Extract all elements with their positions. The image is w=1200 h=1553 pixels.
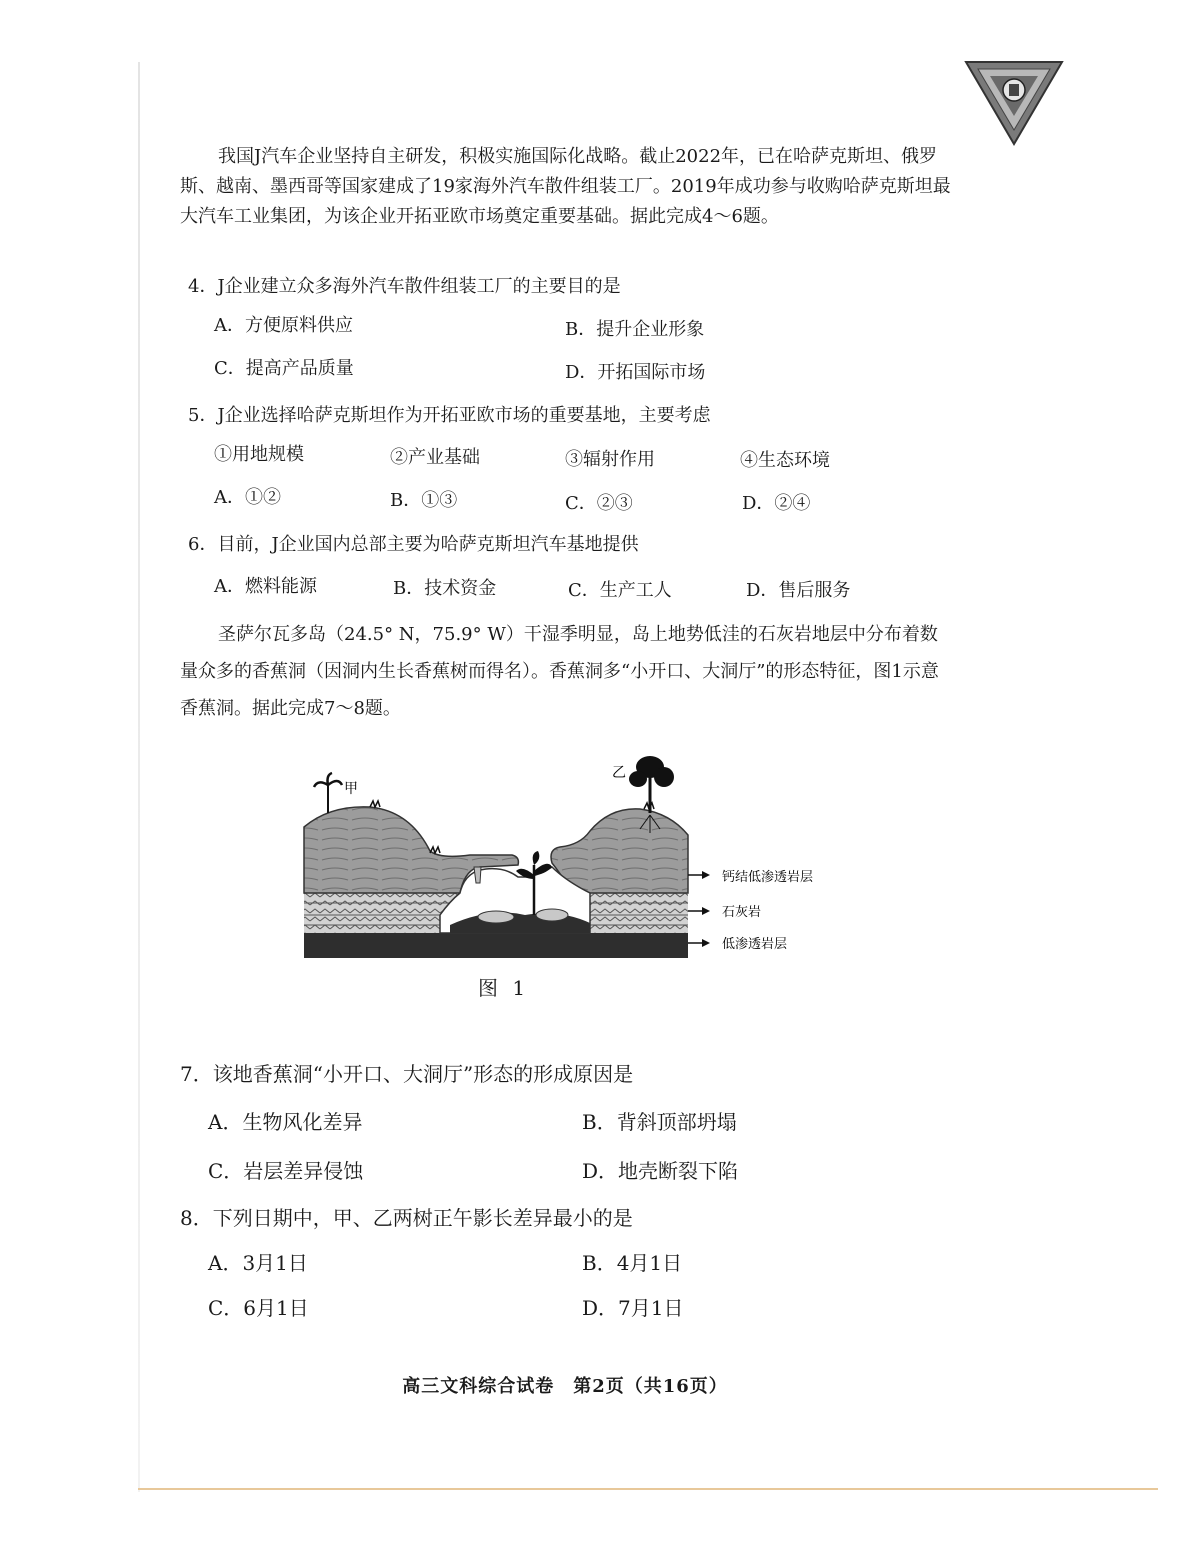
layer-arrow-limestone — [688, 907, 710, 915]
tree-yi-label: 乙 — [612, 765, 626, 781]
question-7-stem: 7．该地香蕉洞“小开口、大洞厅”形态的形成原因是 — [180, 1062, 634, 1086]
q4-option-d: D．开拓国际市场 — [565, 362, 706, 383]
q5-item-4: ④生态环境 — [740, 450, 830, 471]
q8-option-c: C．6月1日 — [208, 1296, 309, 1320]
intro-paragraph-1: 我国J汽车企业坚持自主研发，积极实施国际化战略。截止2022年，已在哈萨克斯坦、俄罗斯、越南、墨西哥等国家建成了19家海外汽车散件组装工厂。2019年成功参与收购哈萨克斯坦最大汽车工业集团，为该企业开拓亚欧市场奠定重要基础。据此完成4～6题。 — [180, 146, 951, 227]
tree-jia-icon — [314, 773, 342, 813]
page-footer: 高三文科综合试卷 第2页（共16页） — [402, 1376, 728, 1397]
corner-badge-icon — [964, 60, 1064, 146]
q6-option-c: C．生产工人 — [568, 580, 672, 601]
q5-option-a: A．①② — [214, 487, 281, 508]
right-calcrete-hill — [551, 809, 688, 893]
tree-jia-label: 甲 — [344, 781, 358, 797]
layer-arrow-calcrete — [688, 871, 710, 879]
question-4-stem: 4．J企业建立众多海外汽车散件组装工厂的主要目的是 — [188, 276, 621, 297]
q4-option-a: A．方便原料供应 — [214, 315, 353, 336]
low-permeability-layer-shape — [304, 933, 688, 958]
figure-caption: 图 1 — [478, 976, 530, 1000]
question-5-stem: 5．J企业选择哈萨克斯坦作为开拓亚欧市场的重要基地，主要考虑 — [188, 405, 711, 426]
q4-option-b: B．提升企业形象 — [565, 319, 705, 340]
q8-option-a: A．3月1日 — [208, 1251, 308, 1275]
q7-option-a: A．生物风化差异 — [208, 1110, 363, 1134]
q7-option-d: D．地壳断裂下陷 — [582, 1159, 739, 1183]
intro-paragraph-2: 圣萨尔瓦多岛（24.5° N，75.9° W）干湿季明显，岛上地势低洼的石灰岩地层中分布着数量众多的香蕉洞（因洞内生长香蕉树而得名）。香蕉洞多“小开口、大洞厅”的形态特征，图1示意香蕉洞。据此完成7～8题。 — [180, 624, 939, 719]
layer-label-limestone: 石灰岩 — [722, 905, 762, 920]
question-8-stem: 8．下列日期中，甲、乙两树正午影长差异最小的是 — [180, 1206, 633, 1230]
q6-option-a: A．燃料能源 — [214, 576, 317, 597]
question-6-stem: 6．目前，J企业国内总部主要为哈萨克斯坦汽车基地提供 — [188, 534, 639, 555]
banana-cave-diagram — [290, 755, 850, 970]
bottom-rule — [138, 1488, 1158, 1490]
layer-label-calcrete: 钙结低渗透岩层 — [722, 870, 814, 885]
q7-option-b: B．背斜顶部坍塌 — [582, 1110, 737, 1134]
q5-item-2: ②产业基础 — [390, 447, 480, 468]
page-edge — [138, 62, 140, 1492]
q8-option-d: D．7月1日 — [582, 1296, 684, 1320]
q7-option-c: C．岩层差异侵蚀 — [208, 1159, 364, 1183]
q4-option-c: C．提高产品质量 — [214, 358, 354, 379]
q5-item-3: ③辐射作用 — [565, 449, 655, 470]
q8-option-b: B．4月1日 — [582, 1251, 683, 1275]
q5-option-d: D．②④ — [742, 493, 811, 514]
q5-option-c: C．②③ — [565, 493, 633, 514]
q6-option-b: B．技术资金 — [393, 578, 497, 599]
layer-arrow-low-permeability — [688, 939, 710, 947]
layer-label-low-permeability: 低渗透岩层 — [722, 937, 788, 952]
q6-option-d: D．售后服务 — [746, 580, 851, 601]
q5-item-1: ①用地规模 — [214, 444, 304, 465]
q5-option-b: B．①③ — [390, 490, 458, 511]
